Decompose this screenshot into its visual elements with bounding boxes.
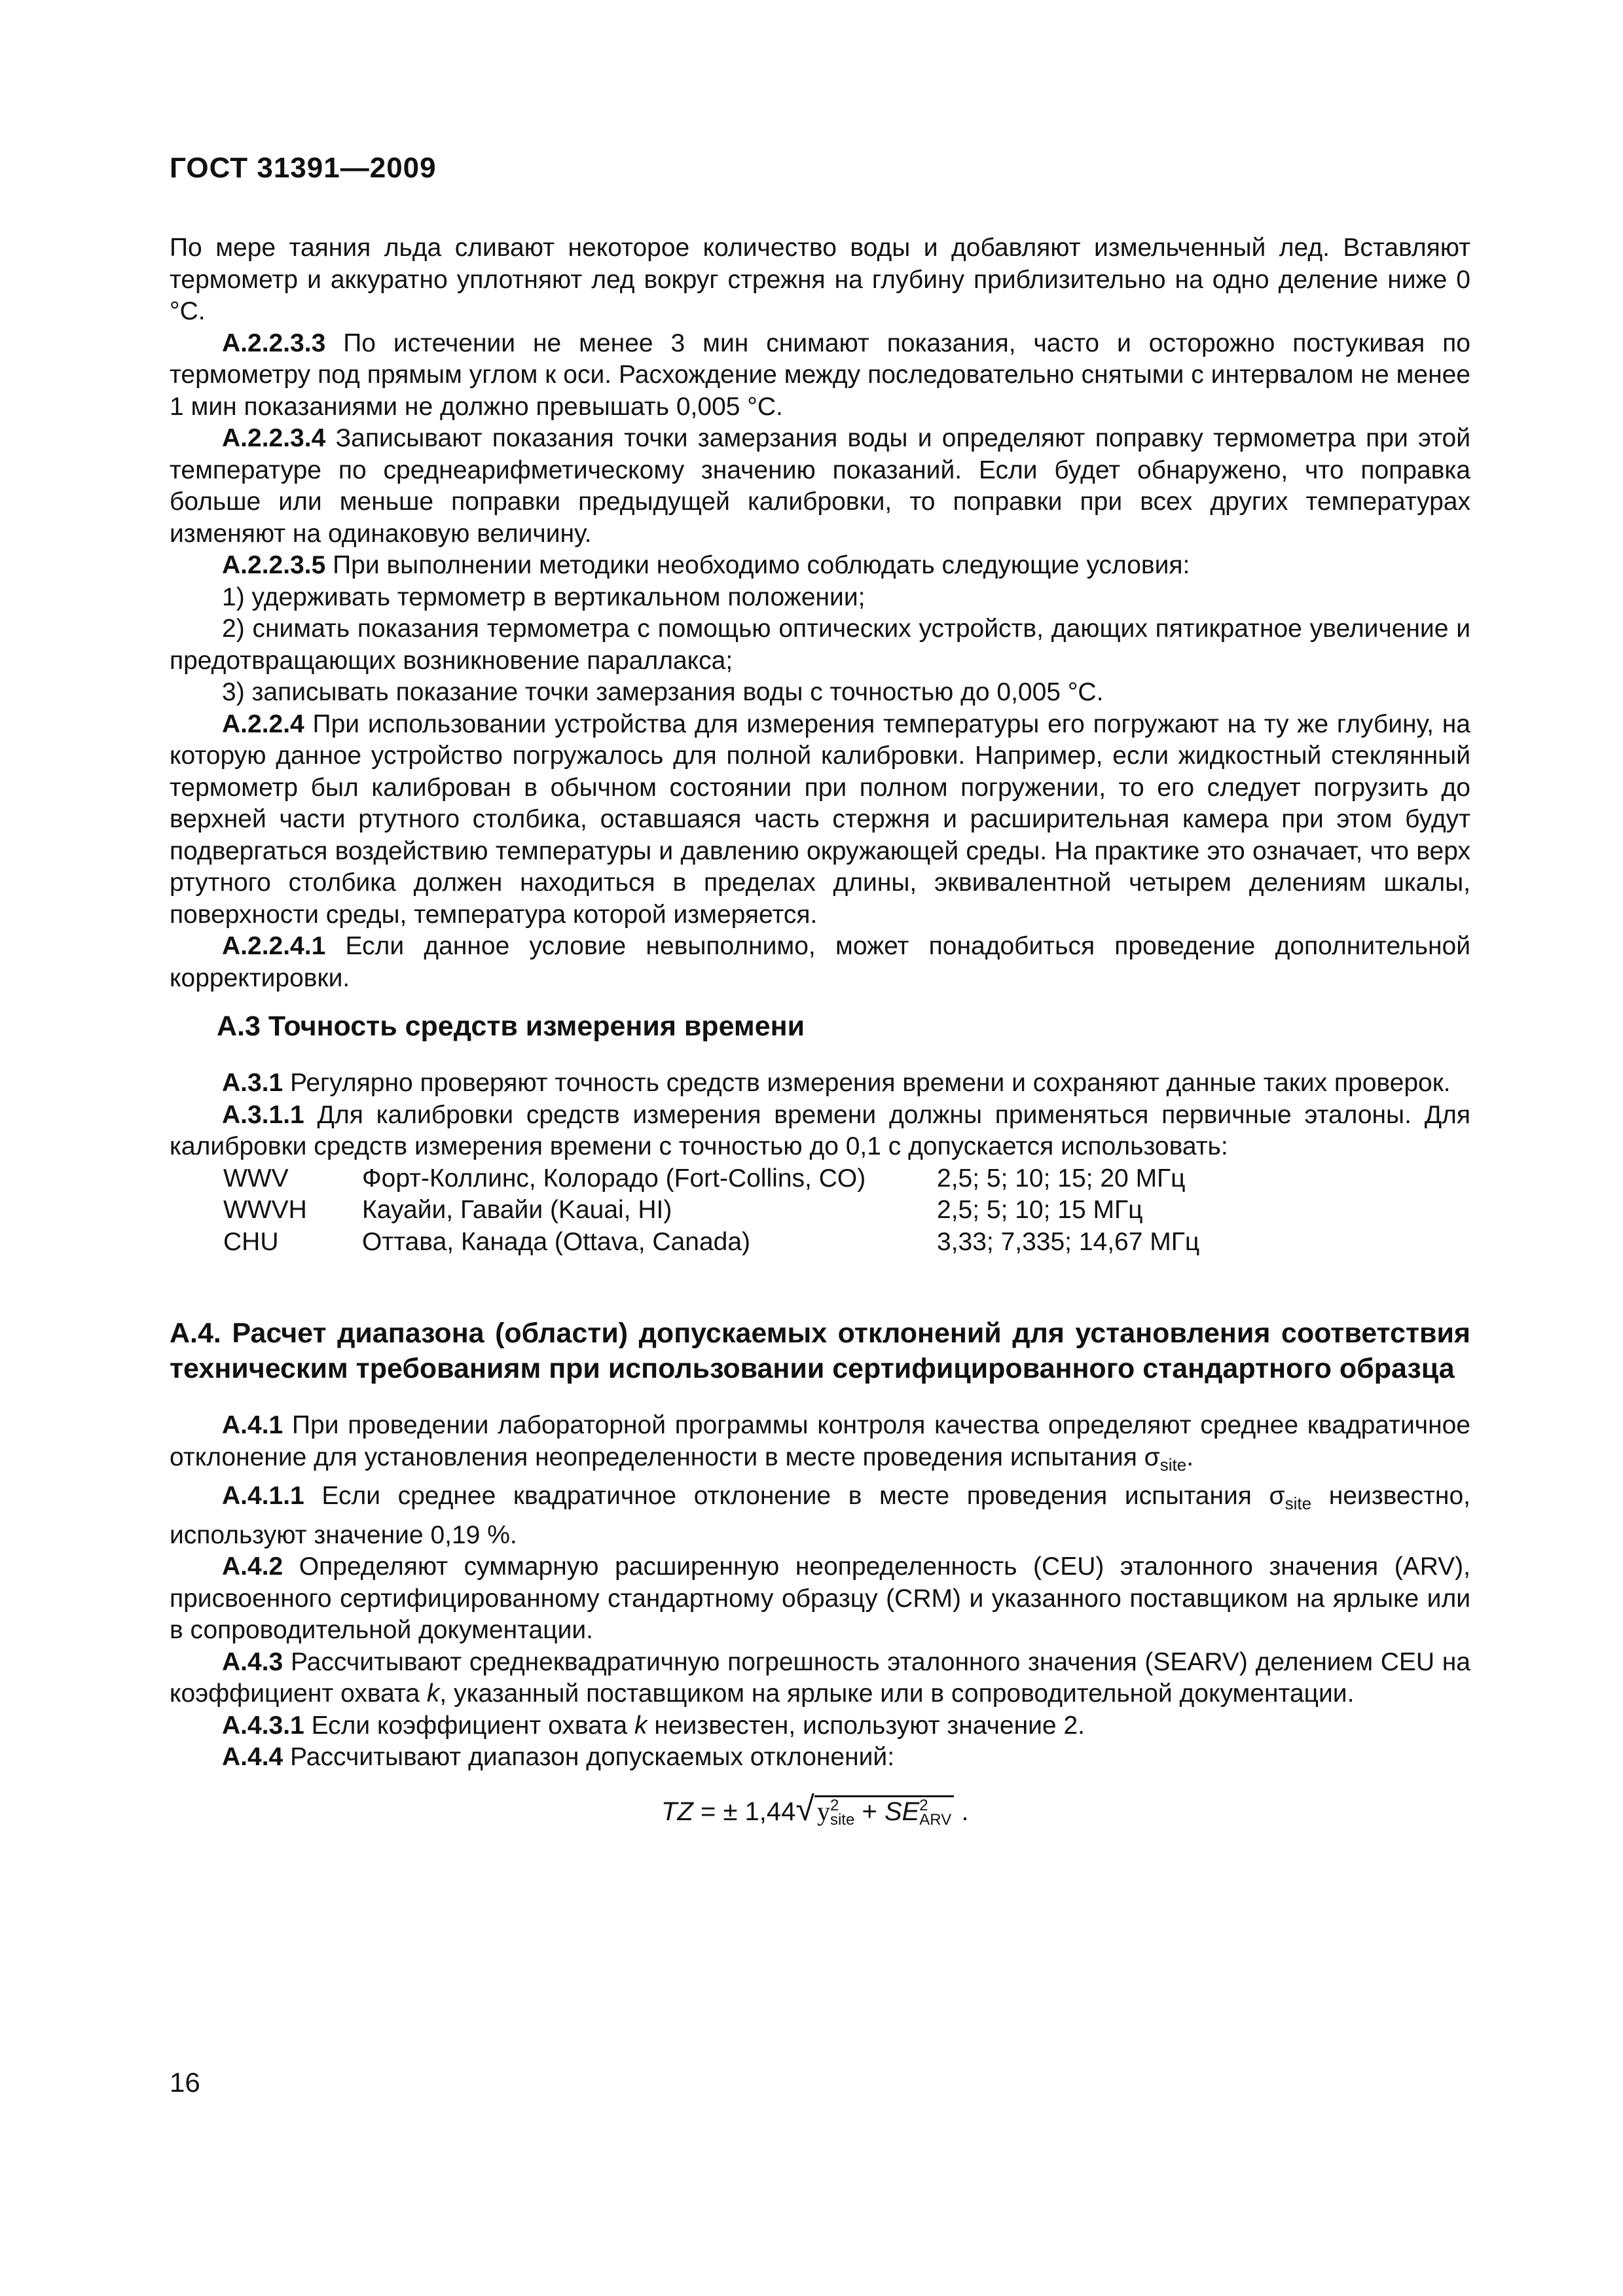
list-item: 1) удерживать термометр в вертикальном положении; xyxy=(222,583,866,611)
clause-number: А.2.2.4 xyxy=(222,709,304,738)
paragraph-text: неизвестно, используют значение 0,19 %. xyxy=(170,1482,1470,1549)
paragraph-text: При проведении лабораторной программы контроля качества определяют среднее квадратичное отклонение для установления неопределенности в месте проведения испытания xyxy=(170,1411,1470,1471)
superscript-2: 2 xyxy=(830,1796,839,1814)
paragraph-text: Для калибровки средств измерения времени должны применяться первичные эталоны. Для калибровки средств измерения времени с точностью до 0,1 с допускается использовать: xyxy=(170,1100,1470,1160)
paragraph-text: При выполнении методики необходимо соблюдать следующие условия: xyxy=(333,551,1190,579)
station-code: WWVH xyxy=(223,1196,307,1224)
paragraph xyxy=(170,550,1470,582)
paragraph-text: При использовании устройства для измерения температуры его погружают на ту же глубину, на которую данное устройство погружалось для полной калибровки. Например, если жидкостный стеклянный термометр был калиброван в обычном состоянии при полном погружении, то его следует погрузить до верхней части ртутного столбика, оставшаяся часть стержня и расширительная камера при этом будут подвергаться воздействию температуры и давлению окружающей среды. На практике это означает, что верх ртутного столбика должен находиться в пределах длины, эквивалентной четырем делениям шкалы, поверхности среды, температура которой измеряется. xyxy=(170,709,1470,929)
paragraph-text: Рассчитывают диапазон допускаемых отклонений: xyxy=(290,1743,895,1771)
script-arv xyxy=(919,1796,952,1829)
paragraph xyxy=(170,1410,1470,1480)
document-header: ГОСТ 31391—2009 xyxy=(170,152,437,184)
clause-number: А.2.2.3.5 xyxy=(222,551,326,579)
paragraph xyxy=(170,709,1470,931)
list-item: 3) записывать показание точки замерзания воды с точностью до 0,005 °С. xyxy=(222,678,1104,706)
paragraph xyxy=(170,1742,1470,1774)
page-number: 16 xyxy=(170,2067,200,2098)
table-row xyxy=(223,1227,1199,1259)
punctuation: . xyxy=(1186,1443,1194,1471)
paragraph-text: Если данное условие невыполнимо, может понадобиться проведение дополнительной корректировки. xyxy=(170,932,1470,992)
clause-number: А.4.3 xyxy=(222,1647,283,1676)
station-code: WWV xyxy=(223,1164,289,1193)
formula-lhs: TZ xyxy=(661,1797,693,1826)
clause-number: А.4.1.1 xyxy=(222,1482,304,1510)
station-frequency: 2,5; 5; 10; 15; 20 МГц xyxy=(937,1164,1186,1193)
subscript-site: site xyxy=(1285,1494,1312,1513)
paragraph-text: По истечении не менее 3 мин снимают показания, часто и осторожно постукивая по термометру под прямым углом к оси. Расхождение между последовательно снятыми с интервалом не менее 1 мин показаниями не должно превышать 0,005 °С. xyxy=(170,329,1470,421)
clause-number: А.2.2.3.3 xyxy=(222,329,326,357)
sigma-symbol: σ xyxy=(1269,1482,1285,1510)
station-location: Кауайи, Гавайи (Kauai, HI) xyxy=(362,1196,672,1224)
clause-number: А.2.2.3.4 xyxy=(222,424,326,452)
formula-tz xyxy=(170,1789,1470,1831)
sqrt-sign: √ xyxy=(795,1789,814,1828)
stations-table xyxy=(223,1163,1199,1259)
station-location: Оттава, Канада (Ottava, Canada) xyxy=(362,1227,751,1256)
list-item: 2) снимать показания термометра с помощью оптических устройств, дающих пятикратное увеличение и предотвращающих возникновение параллакса; xyxy=(170,615,1470,675)
main-text xyxy=(170,232,1470,994)
sigma-symbol: σ xyxy=(1144,1443,1160,1471)
script-site xyxy=(830,1796,855,1829)
paragraph xyxy=(170,1067,1470,1100)
clause-number: А.3.1 xyxy=(222,1069,283,1097)
formula-plus: + xyxy=(862,1797,877,1826)
table-row xyxy=(223,1163,1199,1195)
paragraph-text: Записывают показания точки замерзания воды и определяют поправку термометра при этой температуре по среднеарифметическому значению показаний. Если будет обнаружено, что поправка больше или меньше поправки предыдущей калибровки, то поправки при всех других температурах изменяют на одинаковую величину. xyxy=(170,424,1470,548)
superscript-2: 2 xyxy=(919,1796,928,1814)
station-frequency: 2,5; 5; 10; 15 МГц xyxy=(937,1196,1143,1224)
paragraph xyxy=(170,1100,1470,1163)
paragraph xyxy=(170,423,1470,550)
subscript-site: site xyxy=(1159,1454,1187,1475)
formula-end: . xyxy=(961,1797,969,1826)
clause-number: А.2.2.4.1 xyxy=(222,932,326,960)
formula-se: SE xyxy=(884,1797,920,1826)
station-location: Форт-Коллинс, Колорадо (Fort-Collins, CO) xyxy=(362,1164,866,1193)
paragraph xyxy=(170,1480,1470,1551)
station-frequency: 3,33; 7,335; 14,67 МГц xyxy=(937,1227,1200,1256)
clause-number: А.4.3.1 xyxy=(222,1711,304,1740)
paragraph-text: Рассчитывают среднеквадратичную погрешность эталонного значения (SEARV) делением CEU на коэффициент охвата xyxy=(170,1647,1471,1708)
clause-number: А.3.1.1 xyxy=(222,1100,304,1129)
formula-y: y xyxy=(816,1796,830,1826)
section-a4 xyxy=(170,1316,1470,1831)
paragraph-text: Регулярно проверяют точность средств измерения времени и сохраняют данные таких проверок. xyxy=(290,1069,1451,1097)
clause-number: А.4.1 xyxy=(222,1411,283,1439)
clause-number: А.4.4 xyxy=(222,1743,283,1771)
section-a3 xyxy=(170,1009,1470,1258)
paragraph-text: , указанный поставщиком на ярлыке или в сопроводительной документации. xyxy=(439,1679,1355,1708)
symbol-k: k xyxy=(426,1679,440,1708)
formula-pm: ± xyxy=(723,1797,738,1826)
sqrt-body xyxy=(814,1795,954,1829)
formula-eq: = xyxy=(701,1797,716,1826)
paragraph xyxy=(170,328,1470,423)
paragraph xyxy=(170,1710,1470,1742)
paragraph-text: Если коэффициент охвата xyxy=(311,1711,628,1740)
table-row xyxy=(223,1194,1199,1227)
section-heading: А.3 Точность средств измерения времени xyxy=(217,1011,805,1042)
formula-coef: 1,44 xyxy=(744,1797,796,1826)
paragraph xyxy=(170,1551,1470,1647)
paragraph-text: Определяют суммарную расширенную неопределенность (CEU) эталонного значения (ARV), присвоенного сертифицированному стандартному образцу (CRM) и указанного поставщиком на ярлыке или в сопроводительной документации. xyxy=(170,1552,1470,1644)
clause-number: А.4.2 xyxy=(222,1552,283,1581)
station-code: CHU xyxy=(223,1227,279,1256)
section-heading: А.4. Расчет диапазона (области) допускаемых отклонений для установления соответствия техническим требованиям при использовании сертифицированного стандартного образца xyxy=(170,1318,1470,1384)
subscript-site: site xyxy=(830,1810,855,1829)
symbol-k: k xyxy=(634,1711,647,1740)
paragraph-text: неизвестен, используют значение 2. xyxy=(654,1711,1085,1740)
paragraph-text: Если среднее квадратичное отклонение в месте проведения испытания xyxy=(321,1482,1252,1510)
subscript-arv: ARV xyxy=(919,1810,952,1829)
paragraph: По мере таяния льда сливают некоторое количество воды и добавляют измельченный лед. Вставляют термометр и аккуратно уплотняют лед вокруг стрежня на глубину приблизительно на одно деление ниже 0 °С. xyxy=(170,234,1470,325)
paragraph xyxy=(170,1647,1470,1710)
paragraph xyxy=(170,931,1470,994)
